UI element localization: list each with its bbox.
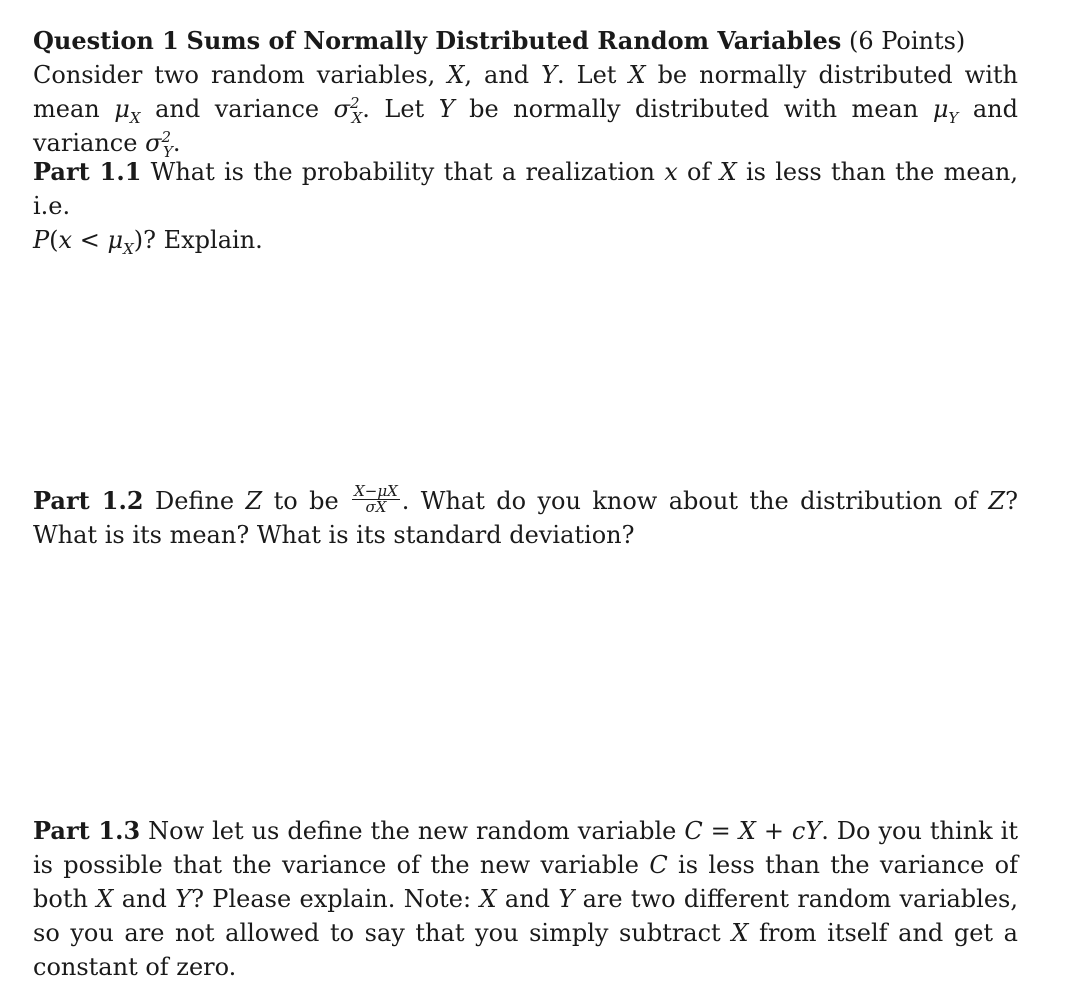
var-x: X bbox=[96, 885, 114, 913]
part-1-3 bbox=[33, 814, 1018, 984]
part-text: What is the probability that a realization bbox=[150, 158, 655, 186]
part-text: and bbox=[121, 885, 167, 913]
part-text: . Do you think it is possible that the variance of the new variable bbox=[33, 817, 1018, 879]
var-x-lower: x bbox=[664, 158, 678, 186]
probability-expression: $P(x < \mu_X)$ bbox=[33, 226, 144, 258]
sigma-y-squared: $\sigma^2_Y$ bbox=[145, 128, 173, 161]
var-y: Y bbox=[175, 885, 192, 913]
var-y: Y bbox=[558, 885, 575, 913]
sigma-x-squared: $\sigma^2_X$ bbox=[333, 94, 363, 127]
var-x: X bbox=[731, 919, 749, 947]
part-text: Now let us define the new random variable bbox=[148, 817, 677, 845]
part-text: are two different random variables, so you are not allowed to say that you simply subtract bbox=[33, 885, 1018, 947]
part-text: is less than the variance of both bbox=[33, 851, 1018, 913]
var-x: X bbox=[628, 61, 646, 89]
part-text: from itself and get a constant of zero. bbox=[33, 919, 1018, 981]
part-text: Define bbox=[154, 487, 235, 515]
mu-y: $\mu_Y$ bbox=[932, 95, 959, 127]
intro-text: , and bbox=[464, 61, 530, 89]
part-text: to be bbox=[273, 487, 339, 515]
z-fraction: $\frac{X-\mu X}{\sigma X}$ bbox=[354, 482, 398, 516]
part-text: . What do you know about the distribution of bbox=[401, 487, 978, 515]
var-z: Z bbox=[245, 487, 263, 515]
equation-c: C = X + cY bbox=[684, 817, 822, 845]
intro-text: and variance bbox=[33, 95, 1018, 157]
intro-text: . bbox=[172, 129, 181, 157]
part-label: Part 1.1 bbox=[33, 157, 142, 186]
part-label: Part 1.3 bbox=[33, 816, 141, 845]
part-1-1 bbox=[33, 155, 1018, 257]
part-text: ? What is its mean? What is its standard deviation? bbox=[33, 487, 1018, 549]
var-x: X bbox=[447, 61, 465, 89]
question-label: Question 1 bbox=[33, 26, 179, 55]
var-c: C bbox=[649, 851, 668, 879]
part-text: is less than the mean, i.e. bbox=[33, 158, 1018, 220]
intro-text: be normally distributed with mean bbox=[33, 61, 1018, 123]
var-x: X bbox=[719, 158, 737, 186]
part-1-2 bbox=[33, 484, 1018, 552]
question-1 bbox=[33, 24, 1018, 160]
question-title: Sums of Normally Distributed Random Variables bbox=[186, 26, 842, 55]
part-text: and bbox=[504, 885, 551, 913]
part-text: of bbox=[687, 158, 711, 186]
intro-text: and variance bbox=[155, 95, 320, 123]
var-z: Z bbox=[988, 487, 1006, 515]
intro-text: be normally distributed with mean bbox=[469, 95, 919, 123]
part-text: ? Explain. bbox=[143, 226, 263, 254]
part-label: Part 1.2 bbox=[33, 486, 144, 515]
part-text: ? Please explain. Note: bbox=[191, 885, 472, 913]
intro-text: Consider two random variables, bbox=[33, 61, 436, 89]
intro-text: . Let bbox=[557, 61, 617, 89]
var-x: X bbox=[479, 885, 497, 913]
var-y: Y bbox=[541, 61, 558, 89]
var-y: Y bbox=[438, 95, 455, 123]
mu-x: $\mu_X$ bbox=[114, 95, 141, 127]
intro-text: . Let bbox=[362, 95, 425, 123]
question-points: (6 Points) bbox=[848, 27, 966, 55]
